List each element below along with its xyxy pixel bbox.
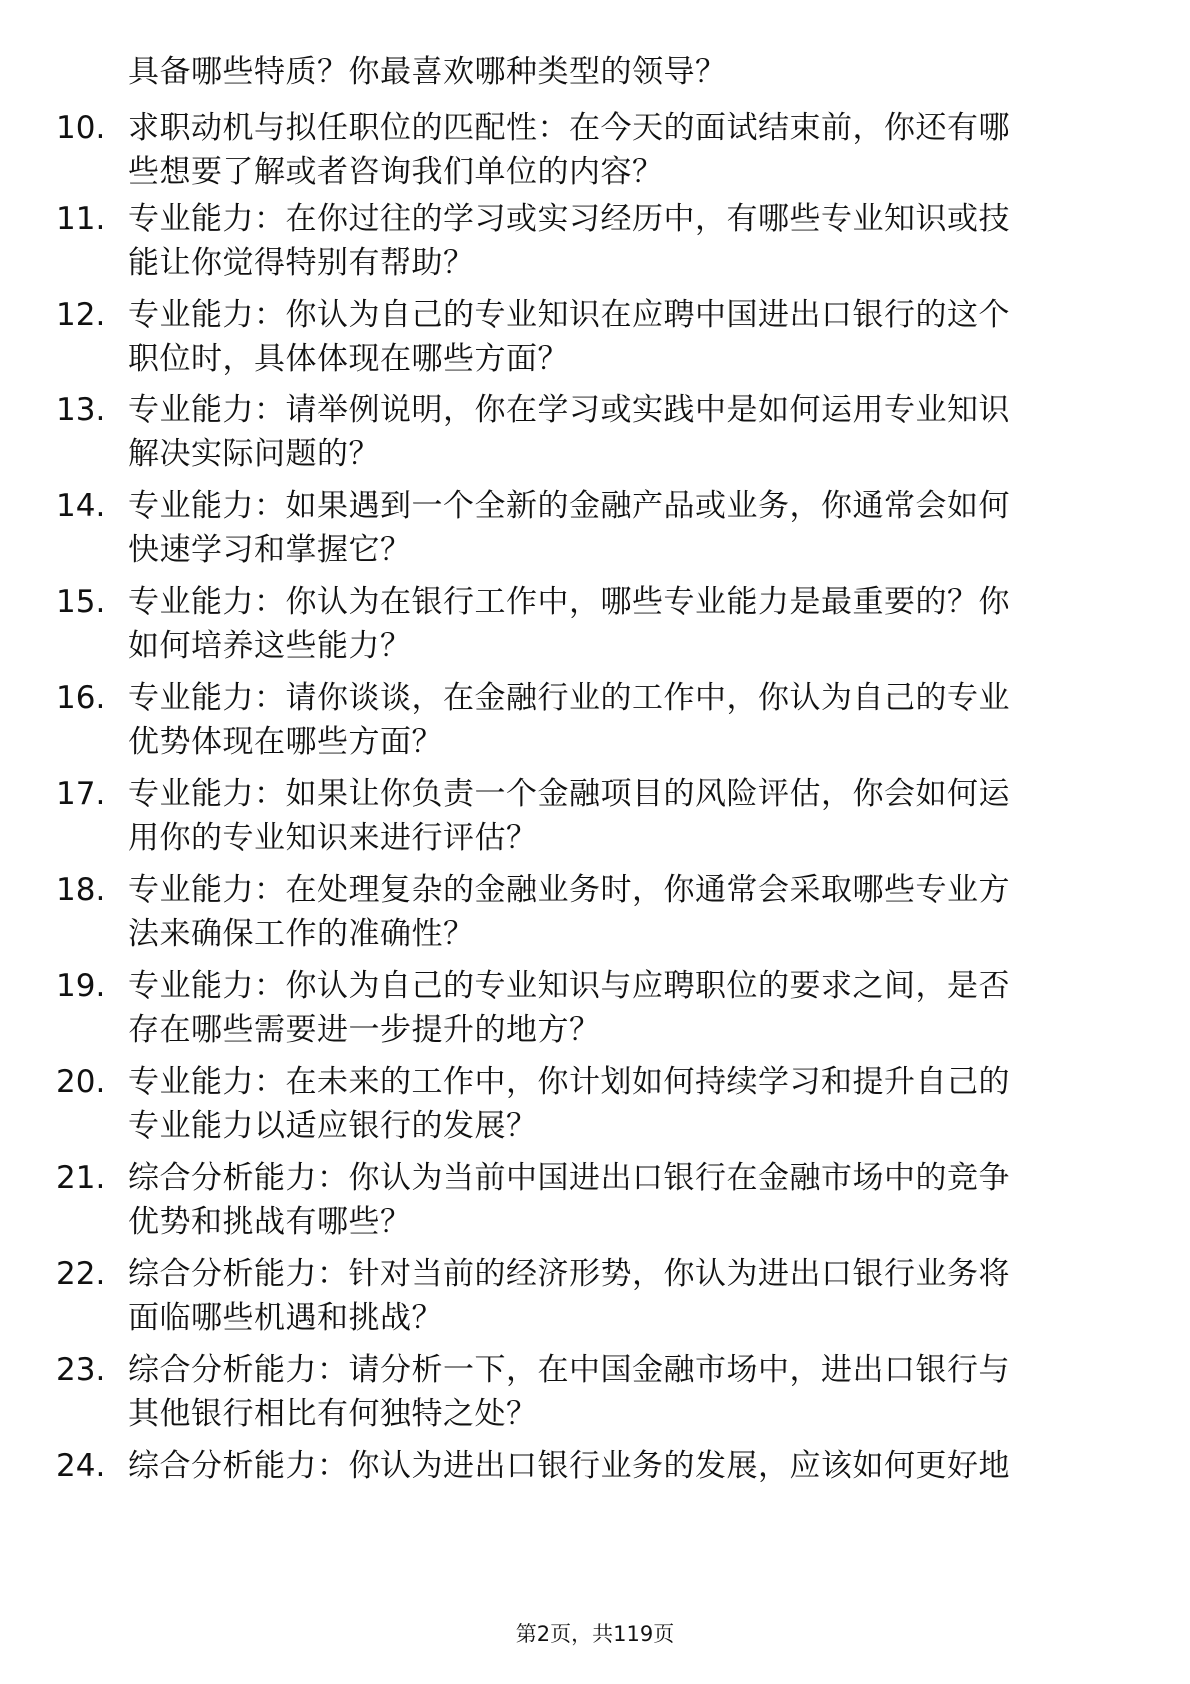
question-line: 专业能力：你认为自己的专业知识在应聘中国进出口银行的这个 (128, 297, 1010, 333)
question-text (128, 964, 1118, 1052)
question-line: 优势体现在哪些方面？ (128, 724, 443, 760)
question-text (128, 106, 1118, 194)
question-line: 专业能力：在未来的工作中，你计划如何持续学习和提升自己的 (128, 1064, 1010, 1100)
question-text (128, 868, 1118, 956)
question-line: 综合分析能力：你认为进出口银行业务的发展，应该如何更好地 (128, 1448, 1010, 1484)
question-text (128, 676, 1118, 764)
question-line: 综合分析能力：你认为当前中国进出口银行在金融市场中的竞争 (128, 1160, 1010, 1196)
question-number: 15. (56, 584, 106, 620)
page-footer: 第2页，共119页 (515, 1622, 675, 1646)
question-line: 专业能力：如果让你负责一个金融项目的风险评估，你会如何运 (128, 776, 1010, 812)
question-number: 13. (56, 392, 106, 428)
question-number: 10. (56, 110, 106, 146)
question-number: 19. (56, 968, 106, 1004)
question-text (128, 772, 1118, 860)
question-number: 11. (56, 201, 106, 237)
question-text (128, 1060, 1118, 1148)
question-line: 专业能力：请举例说明，你在学习或实践中是如何运用专业知识 (128, 392, 1010, 428)
question-number: 23. (56, 1352, 106, 1388)
question-number: 22. (56, 1256, 106, 1292)
question-text (128, 388, 1118, 476)
question-number: 14. (56, 488, 106, 524)
question-text (128, 1156, 1118, 1244)
question-line: 如何培养这些能力？ (128, 628, 412, 664)
question-text (128, 293, 1118, 381)
question-line: 综合分析能力：请分析一下，在中国金融市场中，进出口银行与 (128, 1352, 1010, 1388)
question-line: 专业能力：请你谈谈，在金融行业的工作中，你认为自己的专业 (128, 680, 1010, 716)
question-line: 些想要了解或者咨询我们单位的内容？ (128, 154, 664, 190)
question-line: 存在哪些需要进一步提升的地方？ (128, 1012, 601, 1048)
question-line: 职位时，具体体现在哪些方面？ (128, 341, 569, 377)
question-line: 专业能力：你认为在银行工作中，哪些专业能力是最重要的？你 (128, 584, 1010, 620)
question-number: 17. (56, 776, 106, 812)
question-line: 面临哪些机遇和挑战？ (128, 1300, 443, 1336)
question-line: 解决实际问题的？ (128, 436, 380, 472)
question-text (128, 1348, 1118, 1436)
question-line: 专业能力：在你过往的学习或实习经历中，有哪些专业知识或技 (128, 201, 1010, 237)
question-number: 18. (56, 872, 106, 908)
question-line: 求职动机与拟任职位的匹配性：在今天的面试结束前，你还有哪 (128, 110, 1010, 146)
question-text (128, 1444, 1118, 1488)
question-line: 优势和挑战有哪些？ (128, 1204, 412, 1240)
question-line: 法来确保工作的准确性？ (128, 916, 475, 952)
question-line: 专业能力：在处理复杂的金融业务时，你通常会采取哪些专业方 (128, 872, 1010, 908)
question-line: 其他银行相比有何独特之处？ (128, 1396, 538, 1432)
question-line: 快速学习和掌握它？ (128, 532, 412, 568)
question-number: 20. (56, 1064, 106, 1100)
question-line: 能让你觉得特别有帮助？ (128, 245, 475, 281)
question-number: 16. (56, 680, 106, 716)
question-line: 专业能力：你认为自己的专业知识与应聘职位的要求之间，是否 (128, 968, 1010, 1004)
question-line: 用你的专业知识来进行评估？ (128, 820, 538, 856)
question-text (128, 484, 1118, 572)
question-number: 12. (56, 297, 106, 333)
question-line: 专业能力以适应银行的发展？ (128, 1108, 538, 1144)
question-line: 综合分析能力：针对当前的经济形势，你认为进出口银行业务将 (128, 1256, 1010, 1292)
question-line: 专业能力：如果遇到一个全新的金融产品或业务，你通常会如何 (128, 488, 1010, 524)
question-text (128, 1252, 1118, 1340)
continuation-text: 具备哪些特质？你最喜欢哪种类型的领导？ (128, 54, 727, 90)
question-text (128, 580, 1118, 668)
question-number: 21. (56, 1160, 106, 1196)
question-text (128, 197, 1118, 285)
question-number: 24. (56, 1448, 106, 1484)
